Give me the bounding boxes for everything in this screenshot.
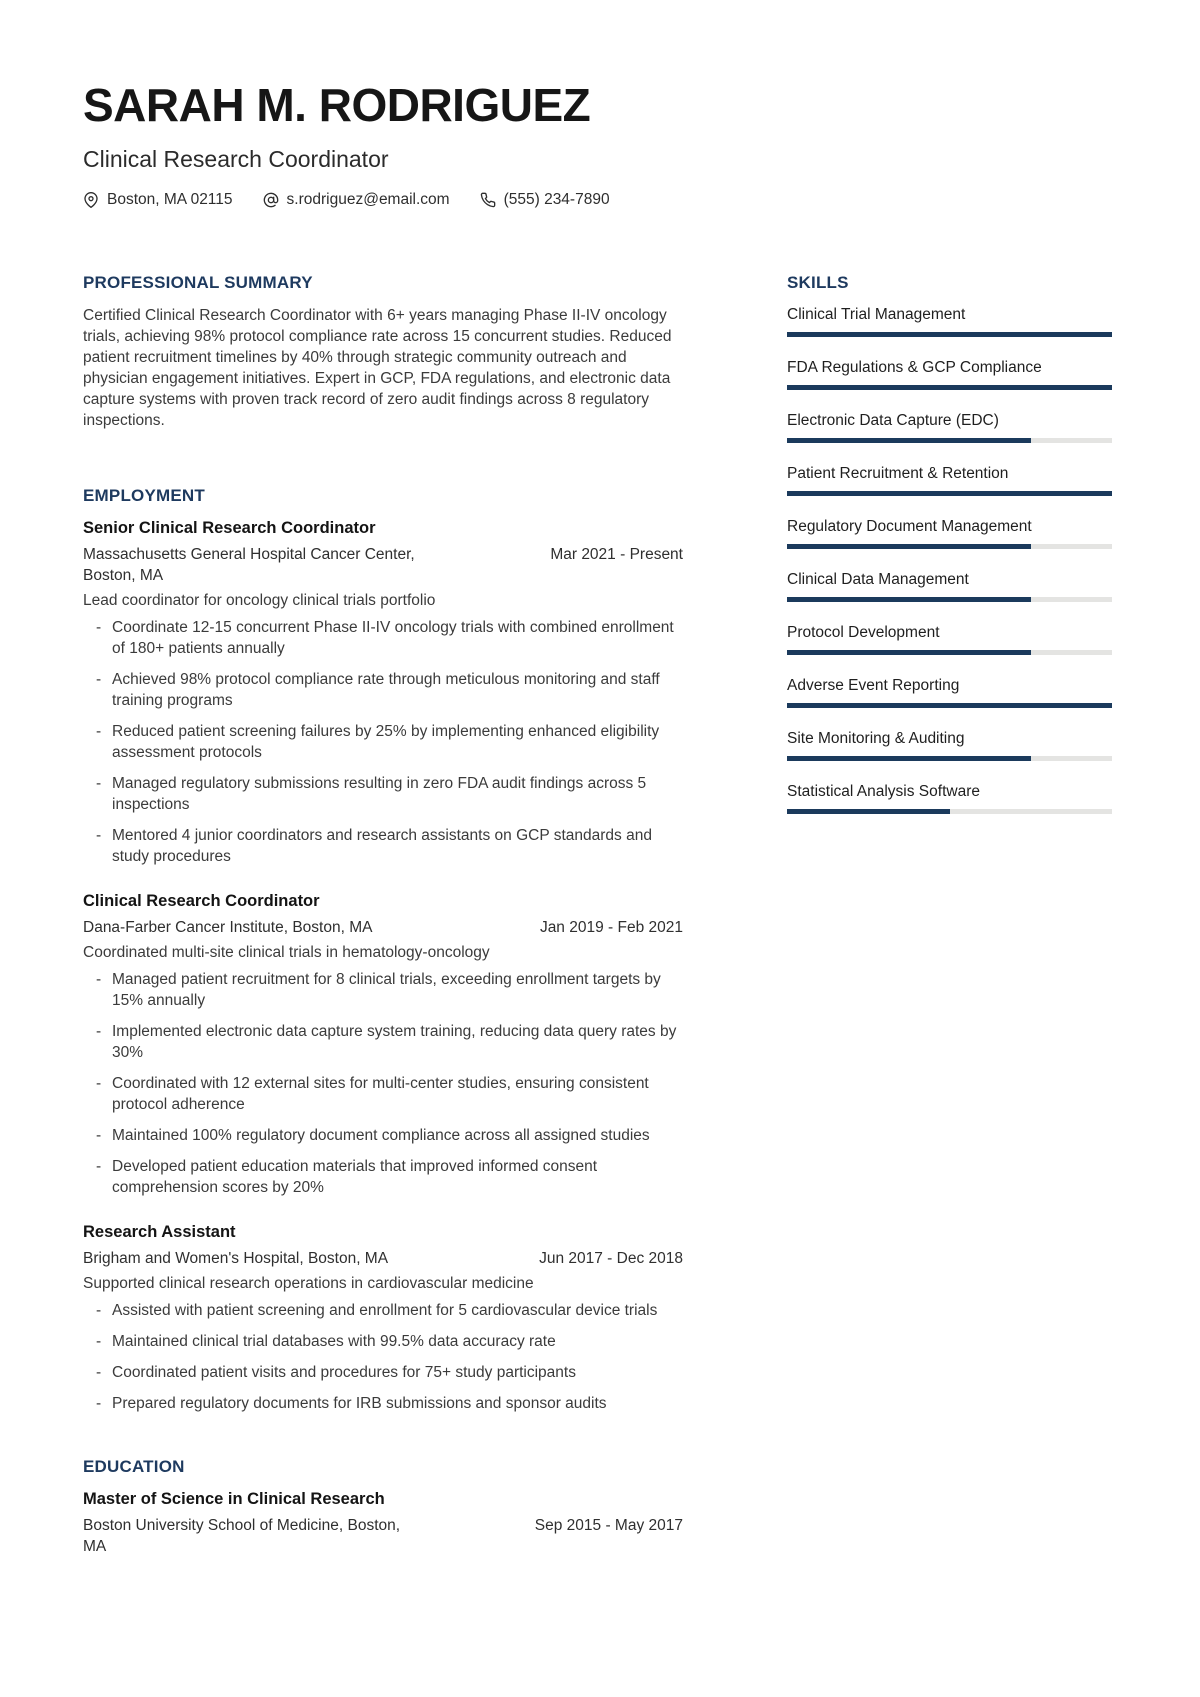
main-column xyxy=(83,274,683,1557)
skill-label: Statistical Analysis Software xyxy=(787,782,980,800)
skill-bar-fill xyxy=(787,332,1112,337)
contact-phone xyxy=(480,190,610,210)
job-bullet: - Maintained clinical trial databases with 99.5% data accuracy rate xyxy=(83,1331,683,1352)
skill-bar-fill xyxy=(787,756,1031,761)
skill-bar-track xyxy=(787,756,1112,761)
skill-label: Electronic Data Capture (EDC) xyxy=(787,411,999,429)
person-name: SARAH M. RODRIGUEZ xyxy=(83,79,591,131)
skill-item xyxy=(787,782,1112,814)
skill-bar-track xyxy=(787,491,1112,496)
skills-heading: SKILLS xyxy=(787,272,849,292)
job-entry xyxy=(83,891,683,1198)
header xyxy=(83,79,1112,210)
job-bullet: - Coordinate 12-15 concurrent Phase II-IV oncology trials with combined enrollment of 180+ patients annually xyxy=(83,617,683,659)
contact-location-text: Boston, MA 02115 xyxy=(107,190,233,208)
skill-label: Site Monitoring & Auditing xyxy=(787,729,965,747)
job-bullet: - Prepared regulatory documents for IRB submissions and sponsor audits xyxy=(83,1393,683,1414)
contact-email xyxy=(263,190,450,210)
job-dates: Jun 2017 - Dec 2018 xyxy=(539,1249,683,1267)
side-column xyxy=(787,274,1112,1557)
contact-row xyxy=(83,190,1112,210)
phone-icon xyxy=(480,192,496,208)
job-bullet: - Developed patient education materials that improved informed consent comprehension scores by 20% xyxy=(83,1156,683,1198)
at-sign-icon xyxy=(263,192,279,208)
skill-bar-track xyxy=(787,650,1112,655)
skill-bar-track xyxy=(787,544,1112,549)
skill-bar-track xyxy=(787,703,1112,708)
employment-heading: EMPLOYMENT xyxy=(83,485,205,505)
map-pin-icon xyxy=(83,192,99,208)
skill-bar-fill xyxy=(787,597,1031,602)
job-bullet: - Achieved 98% protocol compliance rate through meticulous monitoring and staff training programs xyxy=(83,669,683,711)
skill-item xyxy=(787,729,1112,761)
job-title: Clinical Research Coordinator xyxy=(83,891,320,910)
job-bullet: - Managed regulatory submissions resulting in zero FDA audit findings across 5 inspections xyxy=(83,773,683,815)
section-skills xyxy=(787,274,1112,814)
job-company: Dana-Farber Cancer Institute, Boston, MA xyxy=(83,918,373,936)
skill-item xyxy=(787,570,1112,602)
skill-item xyxy=(787,517,1112,549)
job-company: Massachusetts General Hospital Cancer Center, Boston, MA xyxy=(83,545,415,584)
job-lead: Supported clinical research operations in cardiovascular medicine xyxy=(83,1274,534,1292)
section-education xyxy=(83,1458,683,1557)
skill-bar-fill xyxy=(787,385,1112,390)
skill-item xyxy=(787,305,1112,337)
person-role-title: Clinical Research Coordinator xyxy=(83,145,389,172)
skill-item xyxy=(787,411,1112,443)
skill-bar-track xyxy=(787,438,1112,443)
job-meta xyxy=(83,544,683,586)
job-bullet: - Maintained 100% regulatory document compliance across all assigned studies xyxy=(83,1125,683,1146)
job-bullet-list xyxy=(83,969,683,1198)
skill-bar-track xyxy=(787,597,1112,602)
skill-bar-fill xyxy=(787,544,1031,549)
job-meta xyxy=(83,917,683,938)
degree-title: Master of Science in Clinical Research xyxy=(83,1489,385,1508)
skill-bar-track xyxy=(787,809,1112,814)
job-bullet: - Coordinated with 12 external sites for multi-center studies, ensuring consistent protocol adherence xyxy=(83,1073,683,1115)
job-title: Senior Clinical Research Coordinator xyxy=(83,518,376,537)
job-dates: Mar 2021 - Present xyxy=(550,545,683,563)
contact-email-text: s.rodriguez@email.com xyxy=(286,190,450,208)
skill-item xyxy=(787,623,1112,655)
job-title: Research Assistant xyxy=(83,1222,236,1241)
job-bullet-list xyxy=(83,617,683,867)
skill-label: Protocol Development xyxy=(787,623,940,641)
skill-item xyxy=(787,464,1112,496)
education-school: Boston University School of Medicine, Boston, MA xyxy=(83,1516,401,1555)
skill-label: Adverse Event Reporting xyxy=(787,676,960,694)
skill-bar-fill xyxy=(787,809,950,814)
summary-heading: PROFESSIONAL SUMMARY xyxy=(83,272,313,292)
job-entry xyxy=(83,518,683,867)
education-meta xyxy=(83,1515,683,1557)
job-lead: Coordinated multi-site clinical trials in hematology-oncology xyxy=(83,943,490,961)
job-bullet-list xyxy=(83,1300,683,1414)
job-bullet: - Mentored 4 junior coordinators and research assistants on GCP standards and study procedures xyxy=(83,825,683,867)
job-entry xyxy=(83,1222,683,1414)
summary-text: Certified Clinical Research Coordinator with 6+ years managing Phase II-IV oncology trials, achieving 98% protocol compliance rate across 15 concurrent studies. Reduced patient recruitment timelines by 40% through strategic community outreach and physician engagement initiatives. Expert in GCP, FDA regulations, and electronic data capture systems with proven track record of zero audit findings across 8 regulatory inspections. xyxy=(83,306,672,429)
job-bullet: - Implemented electronic data capture system training, reducing data query rates by 30% xyxy=(83,1021,683,1063)
skill-label: Clinical Data Management xyxy=(787,570,969,588)
education-heading: EDUCATION xyxy=(83,1456,185,1476)
skill-item xyxy=(787,676,1112,708)
job-bullet: - Managed patient recruitment for 8 clinical trials, exceeding enrollment targets by 15% annually xyxy=(83,969,683,1011)
section-professional-summary xyxy=(83,274,683,431)
job-bullet: - Reduced patient screening failures by 25% by implementing enhanced eligibility assessment protocols xyxy=(83,721,683,763)
job-meta xyxy=(83,1248,683,1269)
contact-location xyxy=(83,190,233,210)
skill-label: Clinical Trial Management xyxy=(787,305,966,323)
job-bullet: - Coordinated patient visits and procedures for 75+ study participants xyxy=(83,1362,683,1383)
skill-label: FDA Regulations & GCP Compliance xyxy=(787,358,1042,376)
section-employment xyxy=(83,487,683,1414)
skill-bar-fill xyxy=(787,491,1112,496)
skill-item xyxy=(787,358,1112,390)
skill-bar-track xyxy=(787,385,1112,390)
skill-bar-fill xyxy=(787,438,1031,443)
job-bullet: - Assisted with patient screening and enrollment for 5 cardiovascular device trials xyxy=(83,1300,683,1321)
education-dates: Sep 2015 - May 2017 xyxy=(534,1516,683,1534)
skill-bar-track xyxy=(787,332,1112,337)
skill-label: Regulatory Document Management xyxy=(787,517,1032,535)
skill-bar-fill xyxy=(787,650,1031,655)
job-lead: Lead coordinator for oncology clinical trials portfolio xyxy=(83,591,436,609)
job-company: Brigham and Women's Hospital, Boston, MA xyxy=(83,1249,389,1267)
contact-phone-text: (555) 234-7890 xyxy=(503,190,610,208)
content-columns xyxy=(83,274,1112,1557)
skill-bar-fill xyxy=(787,703,1112,708)
job-dates: Jan 2019 - Feb 2021 xyxy=(539,918,683,936)
skill-label: Patient Recruitment & Retention xyxy=(787,464,1009,482)
